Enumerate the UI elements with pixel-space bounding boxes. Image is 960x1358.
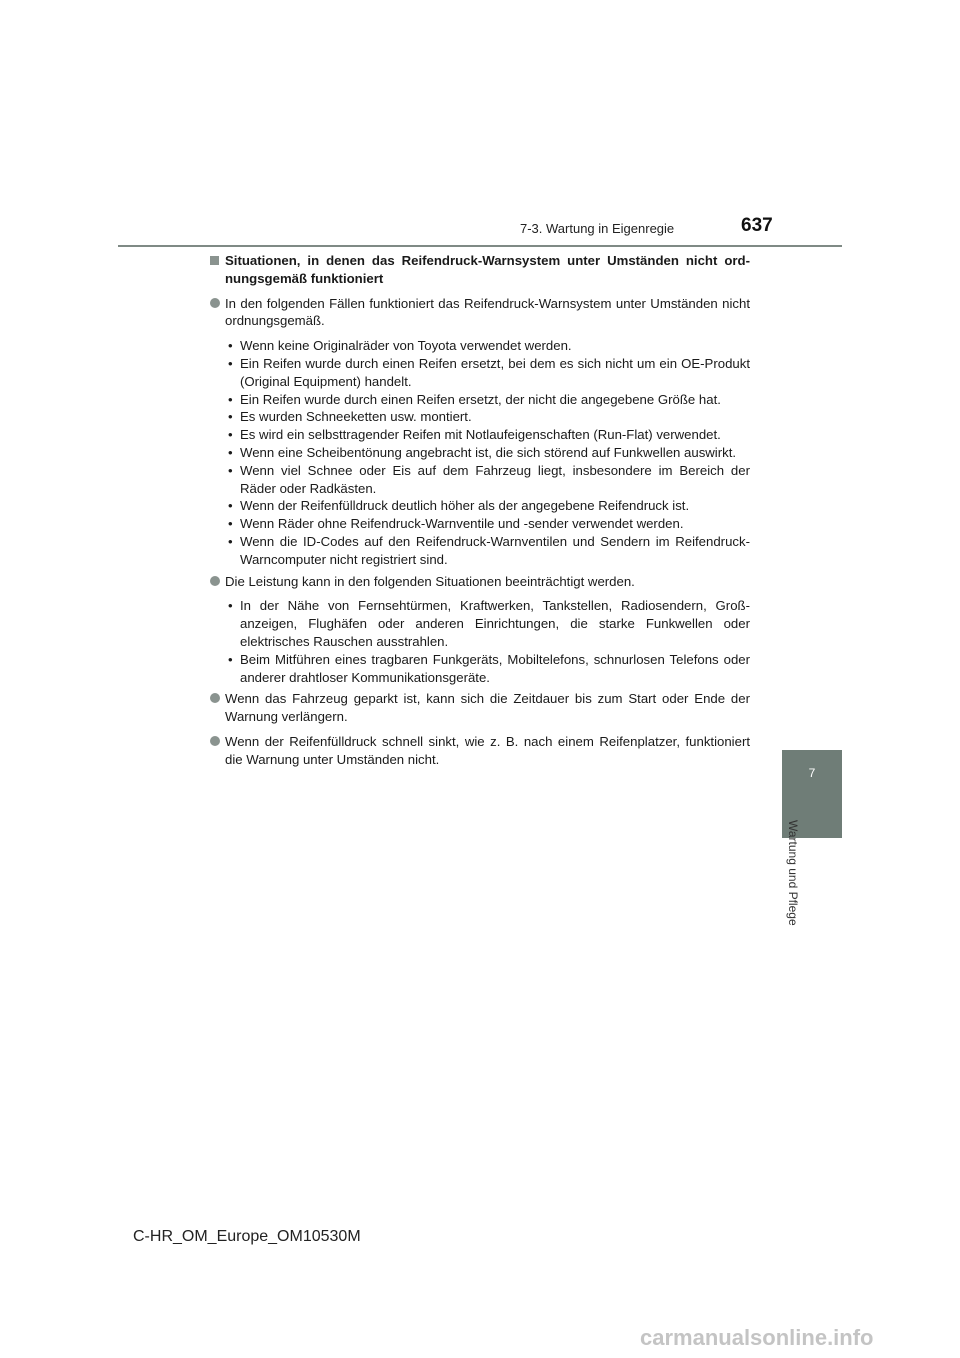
- bullet-dot: •: [228, 338, 233, 354]
- bullet-dot: •: [228, 444, 233, 460]
- document-id-footer: C-HR_OM_Europe_OM10530M: [133, 1228, 361, 1245]
- page-number: 637: [741, 215, 773, 236]
- list-item-text: Wenn der Reifenfülldruck schnell sinkt, wie z. B. nach einem Reifenplatzer, funktioniert die Warnung unter Umständen nicht.: [225, 733, 750, 767]
- sub-list-item: [225, 597, 750, 650]
- bullet-dot: •: [228, 498, 233, 514]
- sub-list-item-text: Beim Mitführen eines tragbaren Funkgeräts, Mobiltelefons, schnurlosen Telefons oder anderer drahtloser Kommunikationsgeräte.: [240, 651, 750, 685]
- bullet-dot: •: [228, 427, 233, 443]
- circle-bullet-icon: [210, 576, 220, 586]
- sub-list-item: [225, 426, 750, 444]
- list-item-text: Die Leistung kann in den folgenden Situationen beeinträchtigt werden.: [225, 573, 635, 589]
- sub-list-item-text: Wenn viel Schnee oder Eis auf dem Fahrzeug liegt, insbesondere im Bereich der Räder oder Radkästen.: [240, 462, 750, 496]
- watermark-link[interactable]: carmanualsonline.info: [640, 1325, 874, 1350]
- bullet-dot: •: [228, 409, 233, 425]
- sub-list-item-text: Es wird ein selbsttragender Reifen mit Notlaufeigenschaften (Run-Flat) verwendet.: [240, 427, 721, 443]
- list-item-text: Wenn das Fahrzeug geparkt ist, kann sich die Zeitdauer bis zum Start oder Ende der Warnung verlängern.: [225, 691, 750, 725]
- sub-list: [225, 337, 750, 568]
- list-item-text: In den folgenden Fällen funktioniert das Reifendruck-Warnsystem unter Umständen nicht ordnungsgemäß.: [225, 295, 750, 329]
- circle-bullet-icon: [210, 298, 220, 308]
- sub-list-item: [225, 444, 750, 462]
- bullet-dot: •: [228, 355, 233, 371]
- sub-list-item-text: Wenn die ID-Codes auf den Reifendruck-Warnventilen und Sendern im Reifendruck-Warncomputer nicht registriert sind.: [240, 533, 750, 567]
- sub-list-item: [225, 337, 750, 355]
- square-marker-icon: [210, 256, 219, 265]
- chapter-tab-number: 7: [808, 766, 816, 780]
- sub-list-item: [225, 515, 750, 533]
- sub-list-item: [225, 651, 750, 687]
- sub-list-item: [225, 391, 750, 409]
- sub-list-item-text: Es wurden Schneeketten usw. montiert.: [240, 409, 472, 425]
- sub-list-item-text: Ein Reifen wurde durch einen Reifen ersetzt, bei dem es sich nicht um ein OE-Produkt (Original Equipment) handelt.: [240, 355, 750, 389]
- sub-list-item: [225, 355, 750, 391]
- sub-list-item-text: Wenn eine Scheibentönung angebracht ist, die sich störend auf Funkwellen auswirkt.: [240, 444, 737, 460]
- circle-bullet-icon: [210, 736, 220, 746]
- list-item: [210, 573, 750, 591]
- list-item: [210, 295, 750, 331]
- chapter-label: Wartung und Pflege: [786, 820, 800, 926]
- sub-list-item-text: Wenn der Reifenfülldruck deutlich höher als der angegebene Reifendruck ist.: [240, 498, 690, 514]
- bullet-dot: •: [228, 598, 233, 614]
- section-heading: [210, 252, 750, 288]
- sub-list-item: [225, 533, 750, 569]
- sub-list-item: [225, 462, 750, 498]
- bullet-dot: •: [228, 516, 233, 532]
- list-item: [210, 733, 750, 769]
- bullet-dot: •: [228, 391, 233, 407]
- circle-bullet-icon: [210, 693, 220, 703]
- sub-list-item: [225, 408, 750, 426]
- main-content: [210, 252, 750, 776]
- header-section-title: 7-3. Wartung in Eigenregie: [520, 221, 675, 236]
- sub-list-item: [225, 497, 750, 515]
- sub-list-item-text: In der Nähe von Fernsehtürmen, Kraftwerken, Tankstellen, Radiosendern, Großanzeigen, Flughäfen oder anderen Einrichtungen, die starke Funkwellen oder elektrisches Rauschen ausstrahlen.: [240, 598, 750, 649]
- sub-list-item-text: Wenn keine Originalräder von Toyota verwendet werden.: [240, 338, 572, 354]
- sub-list-item-text: Ein Reifen wurde durch einen Reifen ersetzt, der nicht die angegebene Größe hat.: [240, 391, 721, 407]
- list-item: [210, 690, 750, 726]
- bullet-dot: •: [228, 462, 233, 478]
- sub-list: [225, 597, 750, 686]
- section-heading-text: Situationen, in denen das Reifendruck-Warnsystem unter Umständen nicht ordnungsgemäß funktioniert: [225, 253, 750, 286]
- bullet-dot: •: [228, 651, 233, 667]
- bullet-dot: •: [228, 533, 233, 549]
- header-divider: [118, 245, 842, 247]
- sub-list-item-text: Wenn Räder ohne Reifendruck-Warnventile und -sender verwendet werden.: [240, 516, 684, 532]
